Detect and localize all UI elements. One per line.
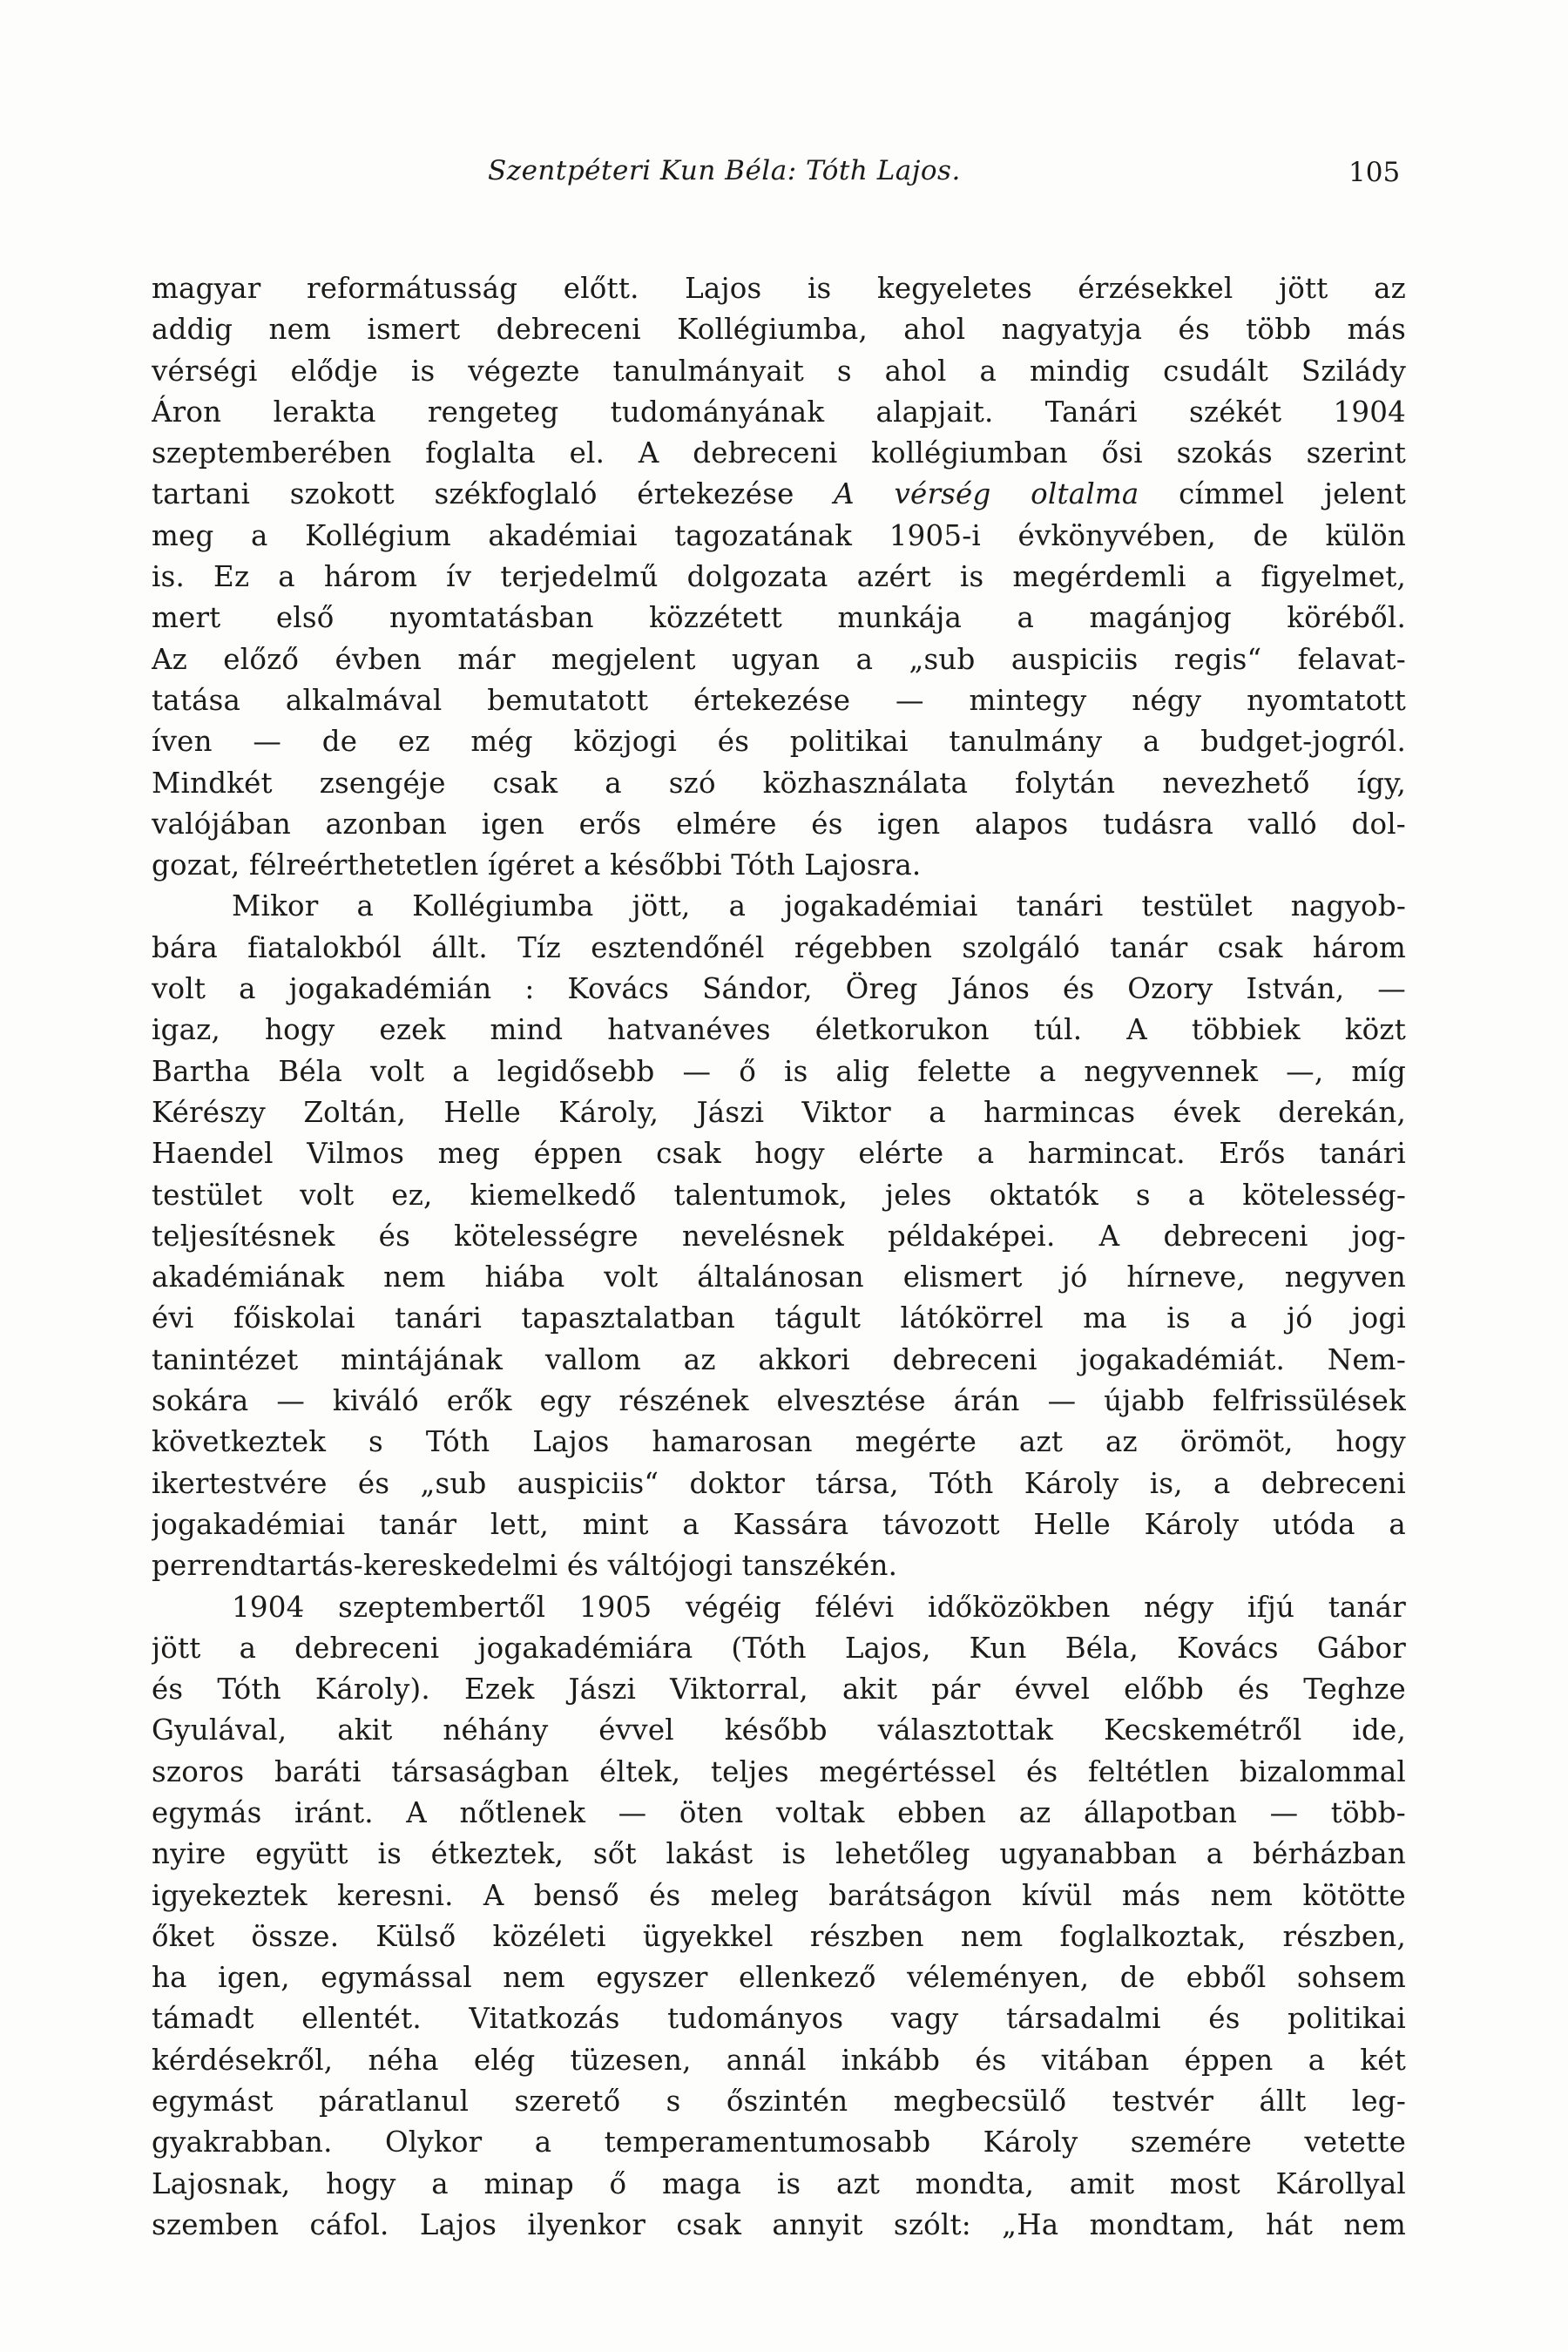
text-line [152,2081,1406,2122]
text-line [152,1669,1406,1710]
body-text [152,268,1406,2246]
text-line [152,557,1406,598]
line-text: őket össze. Külső közéleti ügyekkel részben nem foglalkoztak, részben, [152,1919,1406,1953]
line-text: magyar reformátusság előtt. Lajos is kegyeletes érzésekkel jött az [152,272,1406,305]
text-line [152,1463,1406,1504]
line-text: Bartha Béla volt a legidősebb — ő is alig felette a negyvennek —, míg [152,1054,1406,1088]
line-text: testület volt ez, kiemelkedő talentumok, jeles oktatók s a kötelesség- [152,1178,1406,1212]
text-line [152,433,1406,474]
line-text: egymást páratlanul szerető s őszintén megbecsülő testvér állt leg- [152,2085,1406,2119]
text-line [152,1545,1406,1586]
text-line [152,1916,1406,1957]
text-segment: tartani szokott székfoglaló értekezése [152,477,835,511]
text-line [152,516,1406,557]
text-line [152,763,1406,804]
text-line [152,886,1406,927]
line-text: jött a debreceni jogakadémiára (Tóth Lajos, Kun Béla, Kovács Gábor [152,1631,1406,1665]
text-line [152,598,1406,639]
line-text: szeptemberében foglalta el. A debreceni kollégiumban ősi szokás szerint [152,436,1406,470]
line-text: sokára — kiváló erők egy részének elvesztése árán — újabb felfrissülések [152,1384,1406,1418]
line-text: Mikor a Kollégiumba jött, a jogakadémiai tanári testület nagyob- [232,889,1406,923]
running-head-title: Szentpéteri Kun Béla: Tóth Lajos. [488,155,961,186]
text-line [152,1422,1406,1463]
text-line [152,268,1406,309]
text-line [152,1175,1406,1216]
text-line [152,1257,1406,1298]
line-text: tanintézet mintájának vallom az akkori debreceni jogakadémiát. Nem- [152,1342,1406,1376]
line-text: íven — de ez még közjogi és politikai tanulmány a budget-jogról. [152,725,1406,759]
text-segment: címmel jelent [1139,477,1406,511]
text-line [152,392,1406,433]
line-text: nyire együtt is étkeztek, sőt lakást is lehetőleg ugyanabban a bérházban [152,1837,1406,1871]
line-text: igaz, hogy ezek mind hatvanéves életkorukon túl. A többiek közt [152,1013,1406,1047]
text-line [152,1504,1406,1545]
text-line [152,1876,1406,1916]
line-text: Mindkét zsengéje csak a szó közhasználata folytán nevezhető így, [152,766,1406,800]
line-text: teljesítésnek és kötelességre nevelésnek példaképei. A debreceni jog- [152,1219,1406,1253]
text-line [152,721,1406,762]
text-line [152,1216,1406,1257]
line-text: ha igen, egymással nem egyszer ellenkező véleményen, de ebből sohsem [152,1961,1406,1995]
text-line [152,1752,1406,1793]
text-line [152,1051,1406,1092]
text-line [152,1710,1406,1751]
line-text: mert első nyomtatásban közzétett munkája a magánjog köréből. [152,601,1406,635]
text-line [152,1010,1406,1051]
line-text: perrendtartás-kereskedelmi és váltójogi tanszékén. [152,1549,898,1583]
line-text: következtek s Tóth Lajos hamarosan megérte azt az örömöt, hogy [152,1425,1406,1459]
line-text: volt a jogakadémián : Kovács Sándor, Öreg János és Ozory István, — [152,972,1406,1006]
text-line [152,2122,1406,2163]
text-line [152,1628,1406,1669]
text-line [152,1998,1406,2039]
page-number: 105 [1348,157,1401,188]
line-text: Haendel Vilmos meg éppen csak hogy elérte a harmincat. Erős tanári [152,1137,1406,1171]
line-text: meg a Kollégium akadémiai tagozatának 1905-i évkönyvében, de külön [152,518,1406,552]
line-text: egymás iránt. A nőtlenek — öten voltak ebben az állapotban — több- [152,1795,1406,1829]
line-text: Lajosnak, hogy a minap ő maga is azt mondta, amit most Károllyal [152,2166,1406,2200]
text-line [152,2164,1406,2205]
text-line [152,1381,1406,1422]
line-text: és Tóth Károly). Ezek Jászi Viktorral, akit pár évvel előbb és Teghze [152,1673,1406,1707]
text-line [152,2205,1406,2246]
line-text: igyekeztek keresni. A benső és meleg barátságon kívül más nem kötötte [152,1878,1406,1912]
line-text: tatása alkalmával bemutatott értekezése — mintegy négy nyomtatott [152,683,1406,717]
line-text: szoros baráti társaságban éltek, teljes megértéssel és feltétlen bizalommal [152,1754,1406,1788]
text-line [152,639,1406,680]
text-line [152,845,1406,886]
text-line [152,1957,1406,1998]
line-text: Kérészy Zoltán, Helle Károly, Jászi Viktor a harmincas évek derekán, [152,1095,1406,1129]
line-text: gyakrabban. Olykor a temperamentumosabb Károly szemére vetette [152,2126,1406,2159]
text-line [152,1834,1406,1875]
text-line [152,1793,1406,1834]
running-head [0,155,1568,193]
line-text: bára fiatalokból állt. Tíz esztendőnél régebben szolgáló tanár csak három [152,930,1406,964]
line-text: Gyulával, akit néhány évvel később választottak Kecskemétről ide, [152,1713,1406,1747]
text-line [152,351,1406,392]
text-line [152,1092,1406,1133]
text-line [152,928,1406,969]
text-line [152,680,1406,721]
line-text: évi főiskolai tanári tapasztalatban tágult látókörrel ma is a jó jogi [152,1301,1406,1335]
text-line [152,1587,1406,1628]
text-line [152,969,1406,1010]
line-text: 1904 szeptembertől 1905 végéig félévi időközökben négy ifjú tanár [232,1590,1406,1624]
line-text: addig nem ismert debreceni Kollégiumba, ahol nagyatyja és több más [152,313,1406,347]
line-text: Áron lerakta rengeteg tudományának alapjait. Tanári székét 1904 [152,395,1406,429]
line-text: támadt ellentét. Vitatkozás tudományos vagy társadalmi és politikai [152,2002,1406,2036]
line-text: akadémiának nem hiába volt általánosan elismert jó hírneve, negyven [152,1260,1406,1294]
work-title: A vérség oltalma [834,477,1139,511]
line-text: gozat, félreérthetetlen ígéret a későbbi Tóth Lajosra. [152,848,922,882]
line-text: Az előző évben már megjelent ugyan a „sub auspiciis regis“ felavat- [152,642,1406,676]
line-text: vérségi elődje is végezte tanulmányait s ahol a mindig csudált Szilády [152,354,1406,388]
line-text: ikertestvére és „sub auspiciis“ doktor társa, Tóth Károly is, a debreceni [152,1466,1406,1500]
text-line [152,1298,1406,1339]
line-text: valójában azonban igen erős elmére és igen alapos tudásra valló dol- [152,807,1406,841]
text-line [152,804,1406,845]
line-text: kérdésekről, néha elég tüzesen, annál inkább és vitában éppen a két [152,2043,1406,2077]
line-text: jogakadémiai tanár lett, mint a Kassára távozott Helle Károly utóda a [152,1507,1406,1541]
text-line [152,1133,1406,1174]
text-line [152,2040,1406,2081]
line-text: szemben cáfol. Lajos ilyenkor csak annyit szólt: „Ha mondtam, hát nem [152,2207,1406,2241]
text-line [152,309,1406,350]
text-line [152,474,1406,515]
text-line [152,1340,1406,1381]
line-text: is. Ez a három ív terjedelmű dolgozata azért is megérdemli a figyelmet, [152,560,1406,594]
